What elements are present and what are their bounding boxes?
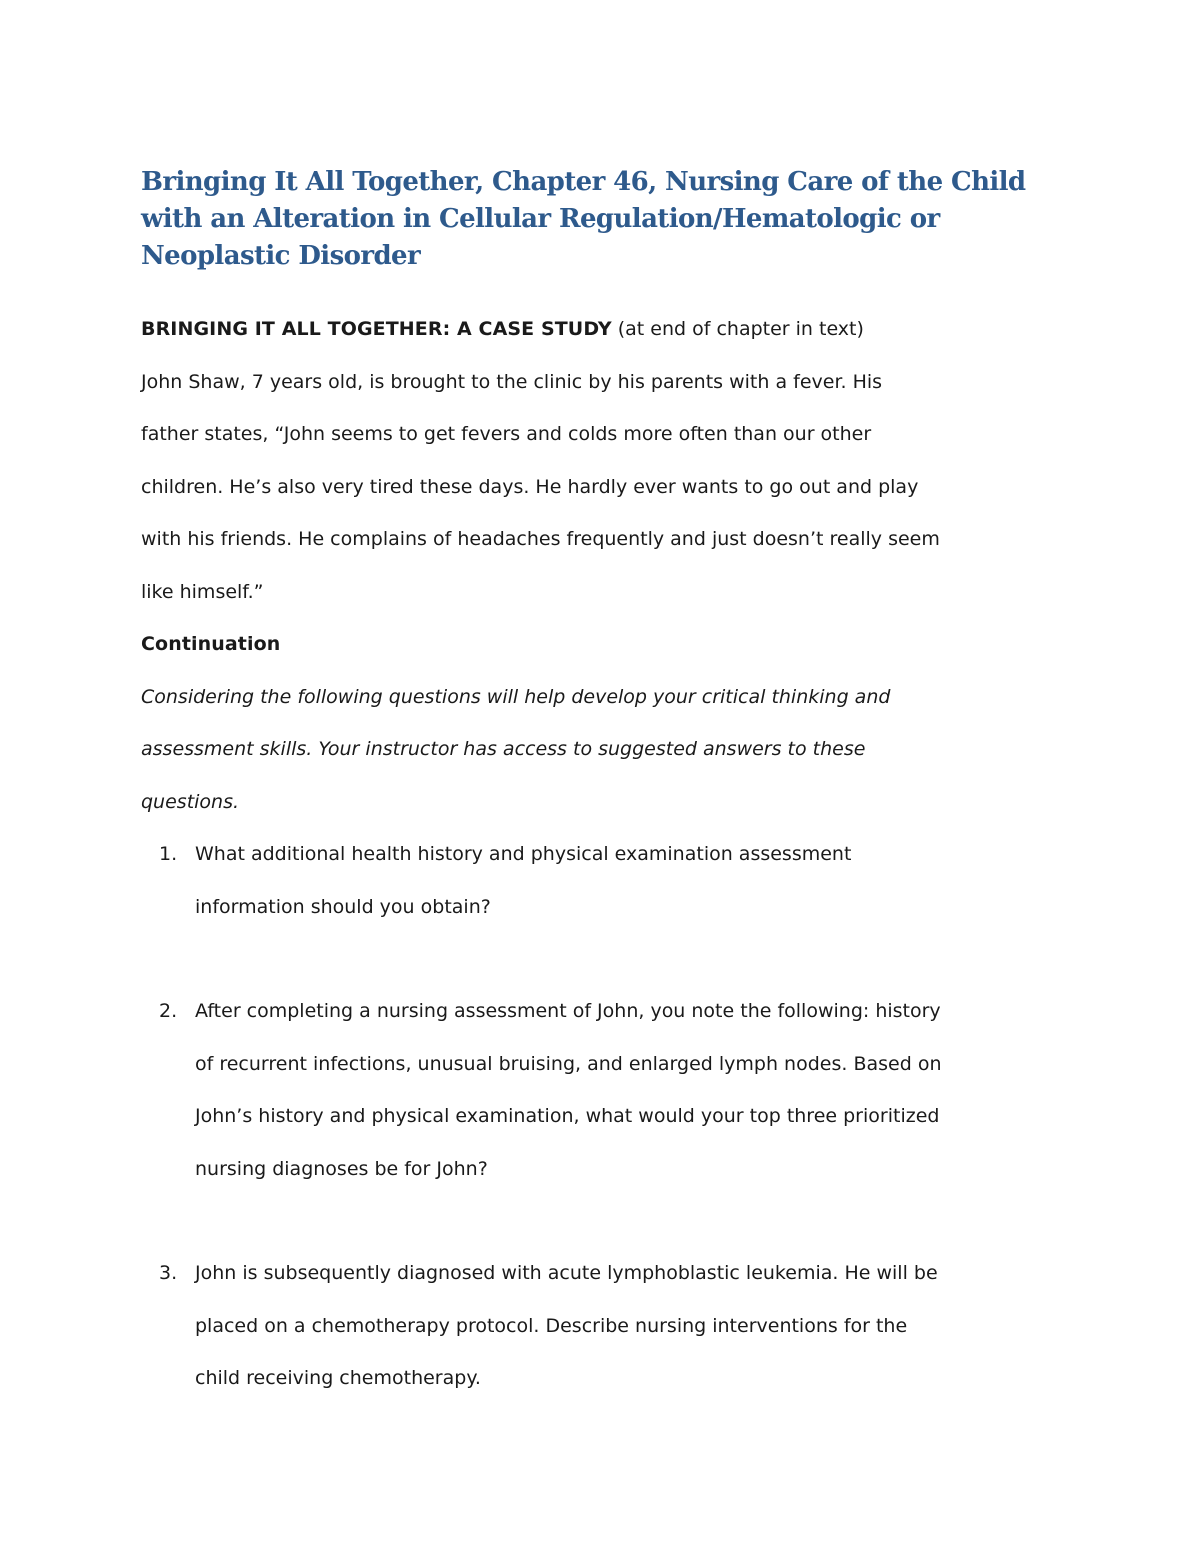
title-line: with an Alteration in Cellular Regulation/Hematologic or bbox=[141, 204, 940, 234]
question-line: After completing a nursing assessment of John, you note the following: history bbox=[195, 1000, 941, 1022]
question-number: 1. bbox=[159, 843, 178, 865]
document-title bbox=[141, 164, 1061, 275]
case-paragraph-line: father states, “John seems to get fevers and colds more often than our other bbox=[141, 423, 872, 445]
question-number: 2. bbox=[159, 1000, 178, 1022]
continuation-intro-line: questions. bbox=[141, 790, 240, 813]
question-line: of recurrent infections, unusual bruising, and enlarged lymph nodes. Based on bbox=[195, 1052, 942, 1075]
question-line: What additional health history and physical examination assessment bbox=[195, 843, 852, 865]
case-paragraph-line: like himself.” bbox=[141, 580, 264, 603]
document-body bbox=[141, 164, 1061, 1405]
case-paragraph-line: John Shaw, 7 years old, is brought to the clinic by his parents with a fever. His bbox=[141, 370, 883, 393]
continuation-intro-line: Considering the following questions will help develop your critical thinking and bbox=[141, 685, 891, 708]
case-study-heading-line bbox=[141, 303, 1061, 356]
continuation-heading: Continuation bbox=[141, 633, 281, 655]
question-line: child receiving chemotherapy. bbox=[195, 1367, 481, 1389]
question-line: John’s history and physical examination, what would your top three prioritized bbox=[195, 1105, 940, 1127]
case-paragraph-line: children. He’s also very tired these days. He hardly ever wants to go out and play bbox=[141, 475, 919, 498]
case-study-section bbox=[141, 303, 1061, 618]
question-spacer bbox=[141, 933, 1061, 985]
title-line: Neoplastic Disorder bbox=[141, 241, 421, 271]
case-study-heading: BRINGING IT ALL TOGETHER: A CASE STUDY bbox=[141, 318, 612, 340]
question-item bbox=[141, 828, 1061, 933]
question-spacer bbox=[141, 1195, 1061, 1247]
title-line: Bringing It All Together, Chapter 46, Nursing Care of the Child bbox=[141, 167, 1026, 197]
question-line: John is subsequently diagnosed with acute lymphoblastic leukemia. He will be bbox=[195, 1262, 938, 1284]
case-paragraph-line: with his friends. He complains of headaches frequently and just doesn’t really seem bbox=[141, 528, 940, 550]
continuation-intro-line: assessment skills. Your instructor has access to suggested answers to these bbox=[141, 738, 866, 760]
question-item bbox=[141, 985, 1061, 1195]
question-line: placed on a chemotherapy protocol. Describe nursing interventions for the bbox=[195, 1314, 908, 1337]
continuation-section bbox=[141, 618, 1061, 828]
question-list bbox=[141, 828, 1061, 1405]
case-study-heading-note: (at end of chapter in text) bbox=[611, 318, 864, 340]
question-number: 3. bbox=[159, 1262, 178, 1284]
question-line: nursing diagnoses be for John? bbox=[195, 1157, 488, 1180]
question-item bbox=[141, 1247, 1061, 1405]
question-line: information should you obtain? bbox=[195, 895, 491, 918]
